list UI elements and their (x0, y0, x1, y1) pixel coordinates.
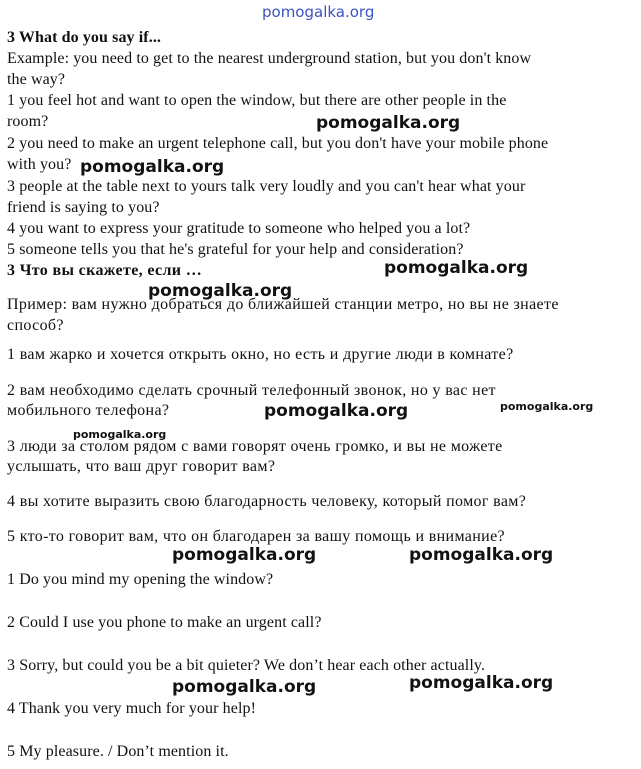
watermark: pomogalka.org (409, 545, 554, 565)
english-item-4: 4 you want to express your gratitude to someone who helped you a lot? (7, 220, 471, 237)
english-example-line-2: the way? (7, 71, 66, 88)
answer-1: 1 Do you mind my opening the window? (7, 571, 274, 588)
watermark: pomogalka.org (172, 545, 317, 565)
russian-heading: 3 Что вы скажете, если … (7, 262, 203, 279)
english-item-3-line-1: 3 people at the table next to yours talk very loudly and you can't hear what your (7, 178, 526, 195)
answer-4: 4 Thank you very much for your help! (7, 700, 257, 717)
russian-item-2-line-2: мобильного телефона? (7, 402, 170, 419)
english-example-line-1: Example: you need to get to the nearest underground station, but you don't know (7, 50, 532, 67)
english-item-2-line-1: 2 you need to make an urgent telephone call, but you don't have your mobile phone (7, 135, 549, 152)
watermark: pomogalka.org (80, 157, 225, 177)
russian-item-1: 1 вам жарко и хочется открыть окно, но есть и другие люди в комнате? (7, 346, 514, 363)
russian-item-3-line-2: услышать, что ваш друг говорит вам? (7, 458, 276, 475)
watermark: pomogalka.org (384, 258, 529, 278)
watermark-top: pomogalka.org (262, 3, 375, 21)
russian-example-line-2: способ? (7, 317, 64, 334)
answer-5: 5 My pleasure. / Don’t mention it. (7, 743, 229, 760)
english-item-5: 5 someone tells you that he's grateful for your help and consideration? (7, 241, 464, 258)
english-item-1-line-1: 1 you feel hot and want to open the window, but there are other people in the (7, 92, 507, 109)
watermark-small: pomogalka.org (73, 428, 167, 441)
english-item-2-line-2: with you? (7, 156, 72, 173)
watermark: pomogalka.org (409, 673, 554, 693)
russian-item-5: 5 кто-то говорит вам, что он благодарен за вашу помощь и внимание? (7, 528, 505, 545)
answer-3: 3 Sorry, but could you be a bit quieter? We don’t hear each other actually. (7, 657, 486, 674)
watermark: pomogalka.org (264, 401, 409, 421)
russian-example-line-1: Пример: вам нужно добраться до ближайшей станции метро, но вы не знаете (7, 296, 559, 313)
russian-item-3-line-1: 3 люди за столом рядом с вами говорят очень громко, и вы не можете (7, 438, 503, 455)
answer-2: 2 Could I use you phone to make an urgent call? (7, 614, 322, 631)
watermark: pomogalka.org (316, 113, 461, 133)
english-item-1-line-2: room? (7, 113, 49, 130)
watermark-small: pomogalka.org (500, 400, 594, 413)
russian-item-2-line-1: 2 вам необходимо сделать срочный телефонный звонок, но у вас нет (7, 382, 496, 399)
english-item-3-line-2: friend is saying to you? (7, 199, 160, 216)
russian-item-4: 4 вы хотите выразить свою благодарность человеку, который помог вам? (7, 493, 527, 510)
watermark: pomogalka.org (148, 281, 293, 301)
english-heading: 3 What do you say if... (7, 29, 162, 46)
watermark: pomogalka.org (172, 677, 317, 697)
